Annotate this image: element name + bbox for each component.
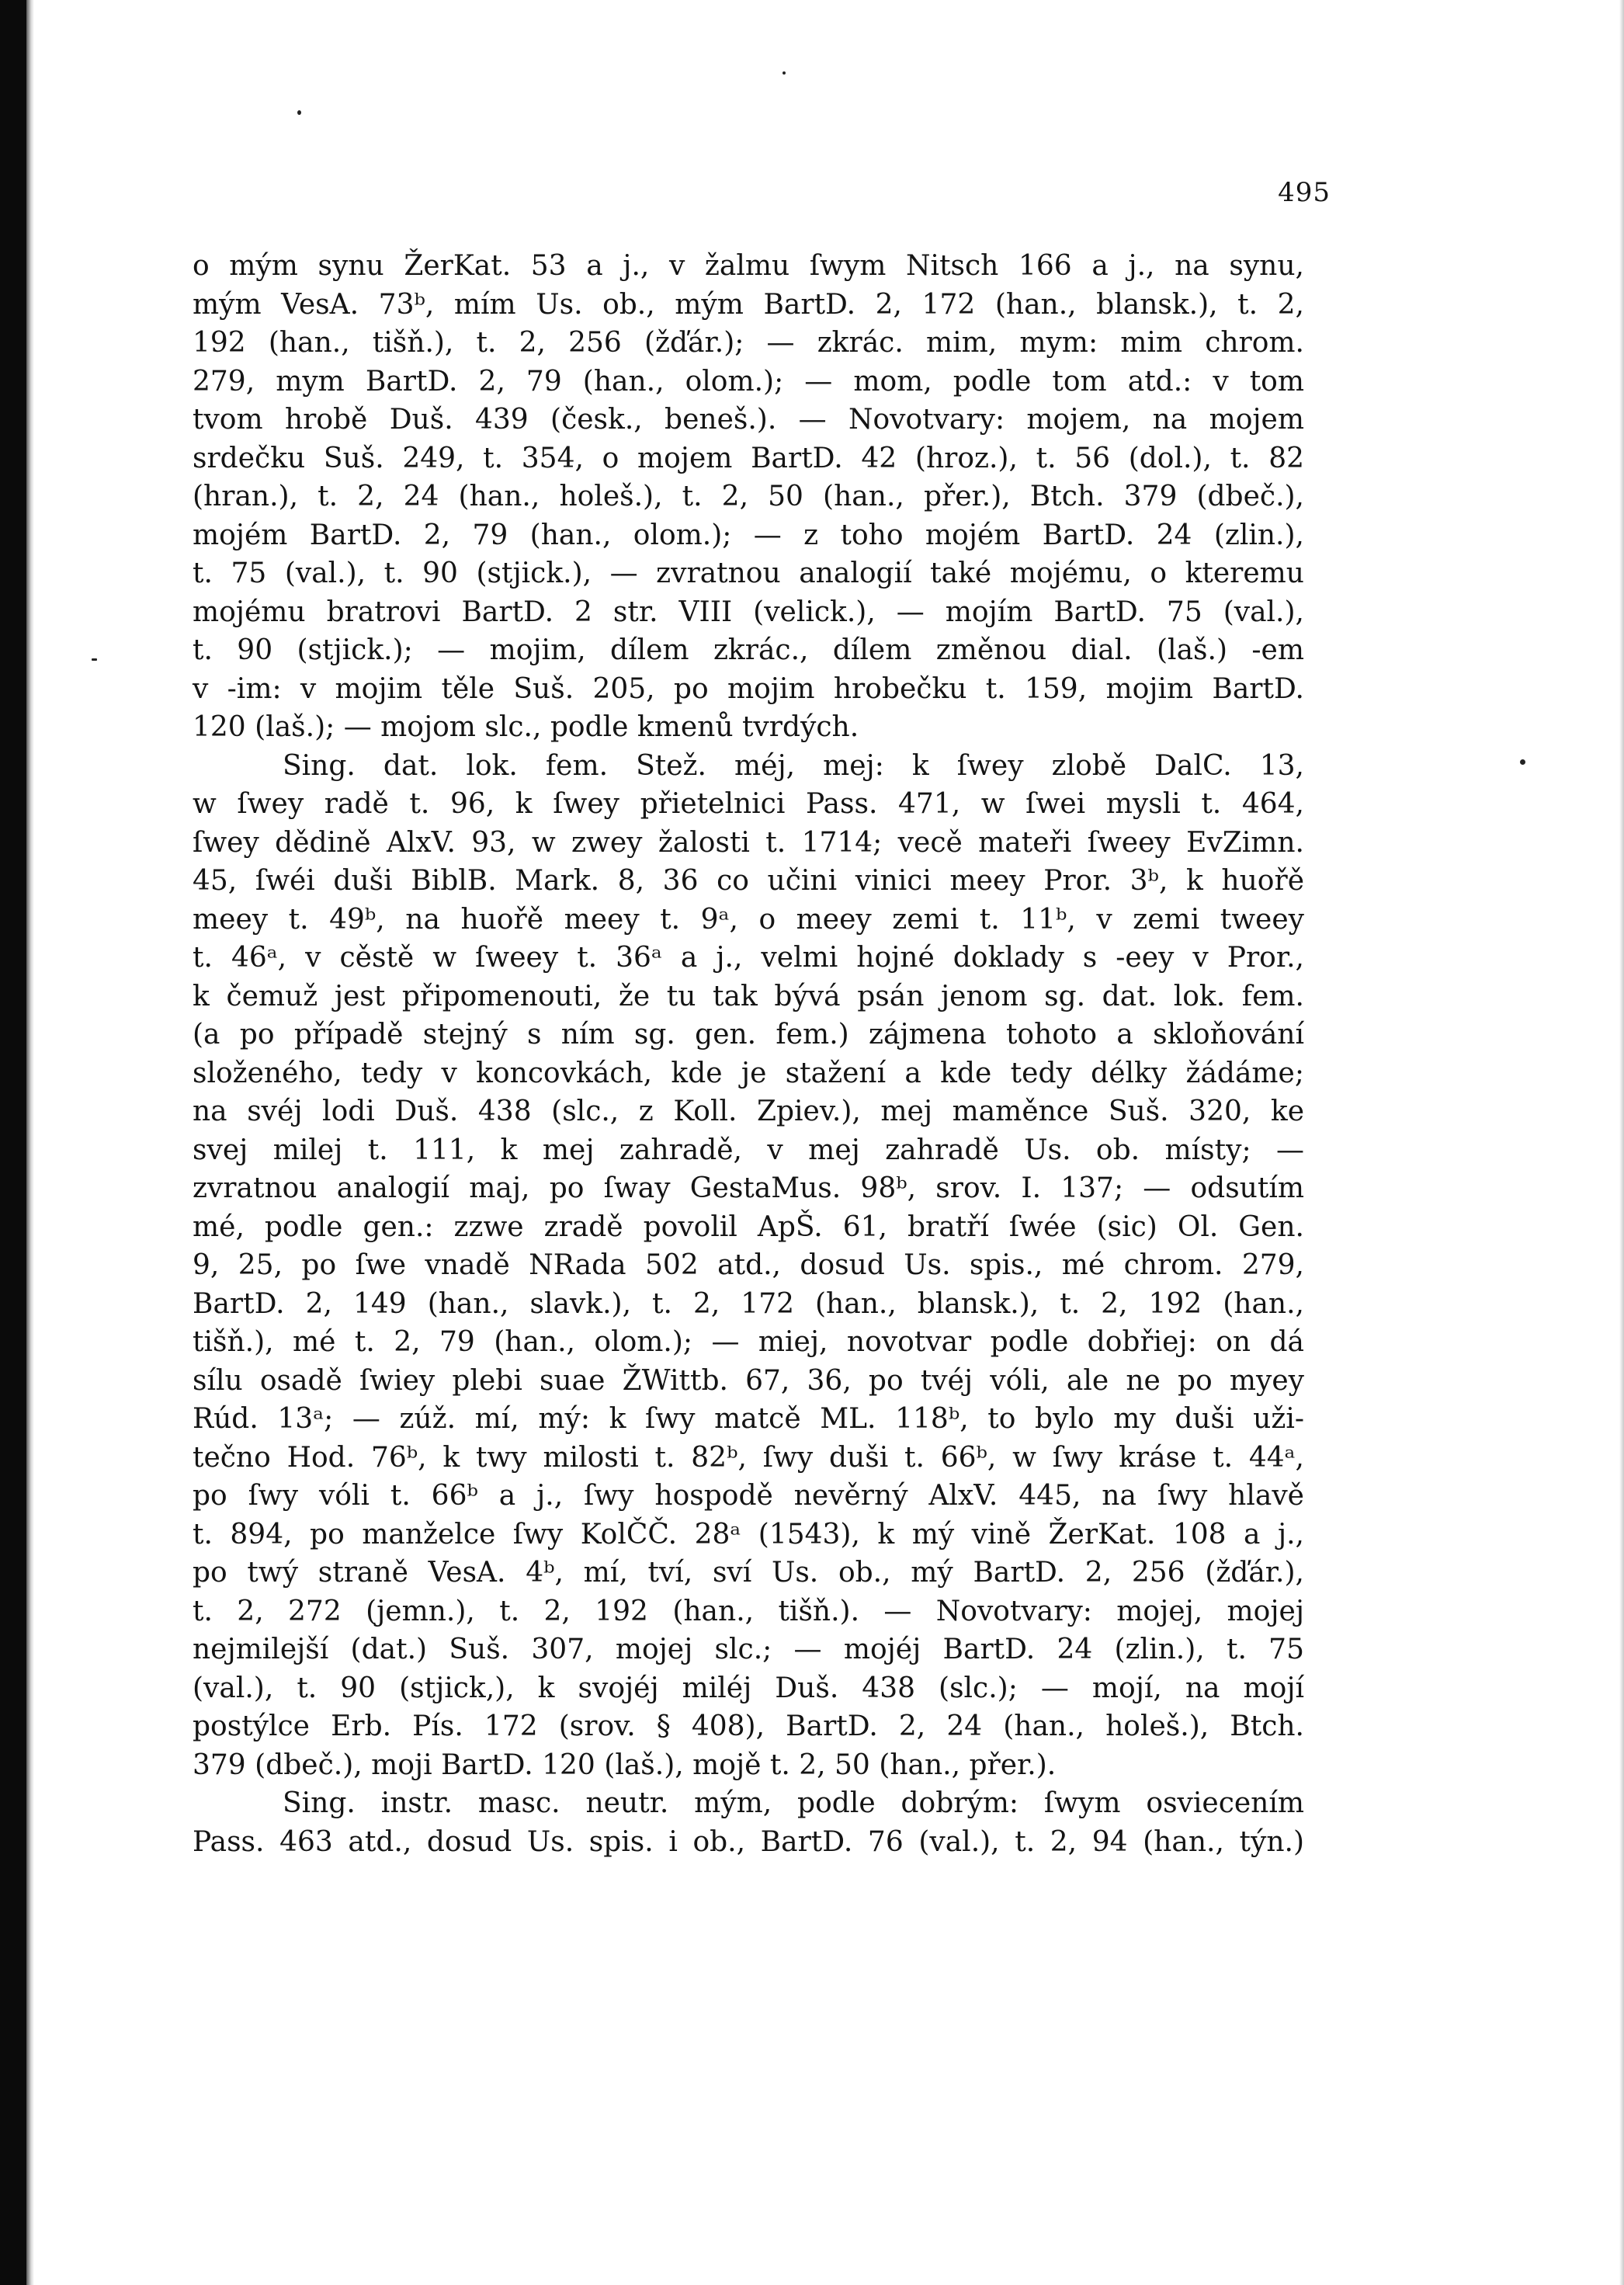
- scan-right-edge: [1619, 0, 1624, 2285]
- page-number: 495: [1278, 177, 1331, 208]
- text-line: tečno Hod. 76ᵇ, k twy milosti t. 82ᵇ, ſwy duši t. 66ᵇ, w ſwy krásе t. 44ᵃ,: [193, 1441, 1304, 1474]
- text-line: t. 894, po manželce ſwy KolČČ. 28ᵃ (1543), k mý vině ŽerKat. 108 a j.,: [193, 1518, 1304, 1551]
- text-line: meey t. 49ᵇ, na huořě meey t. 9ᵃ, o meey zemi t. 11ᵇ, v zemi tweey: [193, 903, 1304, 936]
- text-line: Sing. dat. lok. fem. Stež. méj, mej: k ſwey zlobě DalC. 13,: [283, 749, 1304, 782]
- text-line: (val.), t. 90 (stjick,), k svojéj miléj Duš. 438 (slc.); — mojí, na mojí: [193, 1672, 1304, 1704]
- scan-speck: [783, 71, 786, 75]
- text-line: v -im: v mojim těle Suš. 205, po mojim hrobečku t. 159, mojim BartD.: [193, 672, 1304, 705]
- text-line: w ſwey radě t. 96, k ſwey přietelnici Pass. 471, w ſwei mysli t. 464,: [193, 788, 1304, 820]
- text-line: t. 46ᵃ, v cěstě w ſweey t. 36ᵃ a j., velmi hojné doklady s -eey v Pror.,: [193, 942, 1304, 974]
- text-line: Sing. instr. masc. neutr. mým, podle dobrým: ſwym osviecením: [283, 1787, 1304, 1819]
- text-line: složeného, tedy v koncovkách, kde je stažení a kde tedy délky žádáme;: [193, 1057, 1304, 1089]
- text-line: tišň.), mé t. 2, 79 (han., olom.); — miej, novotvar podle dobřiej: on dá: [193, 1326, 1304, 1358]
- text-line: BartD. 2, 149 (han., slavk.), t. 2, 172 (han., blansk.), t. 2, 192 (han.,: [193, 1287, 1304, 1320]
- text-line: 192 (han., tišň.), t. 2, 256 (žďár.); — zkrác. mim, mym: mim chrom.: [193, 327, 1304, 359]
- scan-speck: [92, 658, 97, 661]
- text-line: tvom hrobě Duš. 439 (česk., beneš.). — Novotvary: mojem, na mojem: [193, 404, 1304, 436]
- text-line: o mým synu ŽerKat. 53 a j., v žalmu ſwym Nitsch 166 a j., na synu,: [193, 250, 1304, 282]
- text-line: t. 90 (stjick.); — mojim, dílem zkrác., dílem změnou dial. (laš.) -em: [193, 634, 1304, 666]
- scan-left-edge: [0, 0, 26, 2285]
- text-line: mojém BartD. 2, 79 (han., olom.); — z toho mojém BartD. 24 (zlin.),: [193, 519, 1304, 551]
- text-line: 45, ſwéi duši BiblB. Mark. 8, 36 co učini vinici meey Pror. 3ᵇ, k huořě: [193, 865, 1304, 897]
- scan-speck: [1520, 759, 1525, 765]
- text-line: na svéj lodi Duš. 438 (slc., z Koll. Zpiev.), mej maměnce Suš. 320, ke: [193, 1096, 1304, 1127]
- text-line: Pass. 463 atd., dosud Us. spis. i ob., BartD. 76 (val.), t. 2, 94 (han., týn.): [193, 1825, 1304, 1858]
- text-line: nejmilejší (dat.) Suš. 307, mojej slc.; — mojéj BartD. 24 (zlin.), t. 75: [193, 1634, 1304, 1665]
- text-line: ſwey dědině AlxV. 93, w zwey žalosti t. 1714; vecě mateři ſweey EvZimn.: [193, 826, 1304, 859]
- text-line: 9, 25, po ſwe vnadě NRada 502 atd., dosud Us. spis., mé chrom. 279,: [193, 1249, 1304, 1281]
- text-line: mojému bratrovi BartD. 2 str. VIII (velick.), — mojím BartD. 75 (val.),: [193, 596, 1304, 628]
- text-line: svej milej t. 111, k mej zahradě, v mej zahradě Us. ob. místy; —: [193, 1134, 1304, 1166]
- text-line: Rúd. 13ᵃ; — zúž. mí, mý: k ſwy matcě ML. 118ᵇ, to bylo my duši uži-: [193, 1403, 1304, 1435]
- scan-page-edge-shadow: [26, 0, 34, 2285]
- text-line: po twý straně VesA. 4ᵇ, mí, tví, sví Us. ob., mý BartD. 2, 256 (žďár.),: [193, 1557, 1304, 1589]
- text-line: t. 75 (val.), t. 90 (stjick.), — zvratnou analogií také mojému, o kteremu: [193, 557, 1304, 589]
- text-line: (a po případě stejný s ním sg. gen. fem.) zájmena tohoto a skloňování: [193, 1019, 1304, 1050]
- text-line: (hran.), t. 2, 24 (han., holeš.), t. 2, 50 (han., přer.), Btch. 379 (dbeč.),: [193, 481, 1304, 512]
- body-text: [193, 247, 1304, 1861]
- text-line: 279, mym BartD. 2, 79 (han., olom.); — mom, podle tom atd.: v tom: [193, 365, 1304, 398]
- text-line: 379 (dbeč.), moji BartD. 120 (laš.), mojě t. 2, 50 (han., přer.).: [193, 1748, 1057, 1781]
- text-line: t. 2, 272 (jemn.), t. 2, 192 (han., tišň.). — Novotvary: mojej, mojej: [193, 1595, 1304, 1627]
- text-line: postýlce Erb. Pís. 172 (srov. § 408), BartD. 2, 24 (han., holeš.), Btch.: [193, 1710, 1304, 1742]
- text-line: zvratnou analogií maj, po ſway GestaMus. 98ᵇ, srov. I. 137; — odsutím: [193, 1172, 1304, 1204]
- text-line: sílu osadě ſwiey plebi suae ŽWittb. 67, 36, po tvéj vóli, ale ne po myey: [193, 1364, 1304, 1397]
- text-line: mým VesA. 73ᵇ, mím Us. ob., mým BartD. 2, 172 (han., blansk.), t. 2,: [193, 288, 1304, 321]
- text-line: 120 (laš.); — mojom slc., podle kmenů tvrdých.: [193, 711, 859, 743]
- text-line: po ſwy vóli t. 66ᵇ a j., ſwy hospodě nevěrný AlxV. 445, na ſwy hlavě: [193, 1480, 1304, 1512]
- scan-speck: [297, 110, 301, 115]
- text-line: mé, podle gen.: zzwe zradě povolil ApŠ. 61, bratří ſwée (sic) Ol. Gen.: [193, 1210, 1304, 1243]
- text-line: k čemuž jest připomenouti, že tu tak bývá psán jenom sg. dat. lok. fem.: [193, 980, 1304, 1012]
- text-line: srdečku Suš. 249, t. 354, o mojem BartD. 42 (hroz.), t. 56 (dol.), t. 82: [193, 442, 1304, 474]
